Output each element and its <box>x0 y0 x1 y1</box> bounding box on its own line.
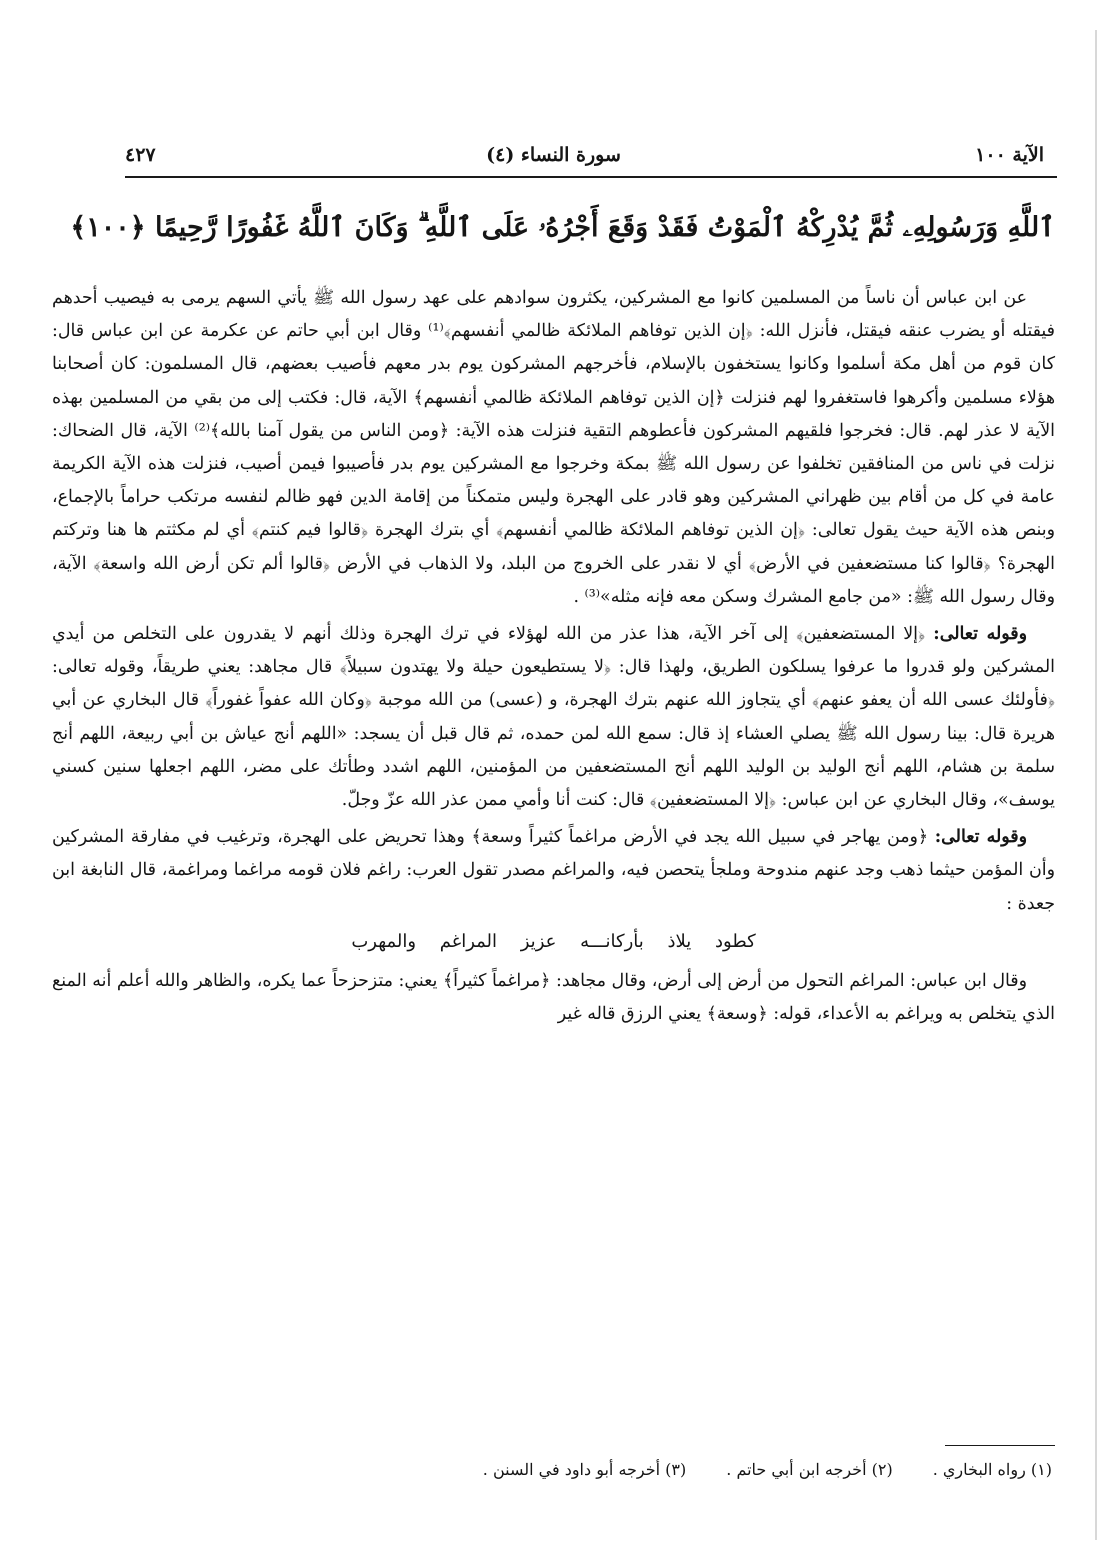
paragraph-1: عن ابن عباس أن ناساً من المسلمين كانوا مع المشركين، يكثرون سوادهم على عهد رسول الله ﷺ يأتي السهم يرمى به فيصيب أحدهم فيقتله أو يضرب عنقه فيقتل، فأنزل الله: ﴿إن الذين توفاهم الملائكة ظالمي أنفسهم﴾⁽¹⁾ وقال ابن أبي حاتم عن عكرمة عن ابن عباس قال: كان قوم من أهل مكة أسلموا وكانوا يستخفون بالإسلام، فأخرجهم المشركون يوم بدر معهم فأصيب بعضهم، قال المسلمون: كان أصحابنا هؤلاء مسلمين وأكرهوا فاستغفروا لهم فنزلت ﴿إن الذين توفاهم الملائكة ظالمي أنفسهم﴾ الآية، قال: فكتب إلى من بقي من المسلمين بهذه الآية لا عذر لهم. قال: فخرجوا فلقيهم المشركون فأعطوهم التقية فنزلت هذه الآية: ﴿ومن الناس من يقول آمنا بالله﴾⁽²⁾ الآية، قال الضحاك: نزلت في ناس من المنافقين تخلفوا عن رسول الله ﷺ بمكة وخرجوا مع المشركين يوم بدر فأصيبوا فيمن أصيب، فنزلت هذه الآية الكريمة عامة في كل من أقام بين ظهراني المشركين وهو قادر على الهجرة وليس متمكناً من إقامة الدين فهو ظالم لنفسه مرتكب حراماً بالإجماع، وبنص هذه الآية حيث يقول تعالى: ﴿إن الذين توفاهم الملائكة ظالمي أنفسهم﴾ أي بترك الهجرة ﴿قالوا فيم كنتم﴾ أي لم مكثتم ها هنا وتركتم الهجرة؟ ﴿قالوا كنا مستضعفين في الأرض﴾ أي لا نقدر على الخروج من البلد، ولا الذهاب في الأرض ﴿قالوا ألم تكن أرض الله واسعة﴾ الآية، وقال رسول الله ﷺ: «من جامع المشرك وسكن معه فإنه مثله»⁽³⁾ . <box>52 288 1056 607</box>
page-header <box>125 140 1044 176</box>
quran-verse: ٱللَّهِ وَرَسُولِهِۦ ثُمَّ يُدْرِكْهُ ٱلْمَوْتُ فَقَدْ وَقَعَ أَجْرُهُۥ عَلَى ٱللَّهِ ۗ وَكَانَ ٱللَّهُ غَفُورًا رَّحِيمًا ﴿١٠٠﴾ <box>70 212 1055 243</box>
paragraph-4: وقال ابن عباس: المراغم التحول من أرض إلى أرض، وقال مجاهد: ﴿مراغماً كثيراً﴾ يعني: متزحزحاً عما يكره، والظاهر والله أعلم أنه المنع الذي يتخلص به ويراغم به الأعداء، قوله: ﴿وسعة﴾ يعني الرزق قاله غير <box>52 970 1055 1025</box>
paragraph-2: وقوله تعالى: ﴿إلا المستضعفين﴾ إلى آخر الآية، هذا عذر من الله لهؤلاء في ترك الهجرة وذلك أنهم لا يقدرون على التخلص من أيدي المشركين ولو قدروا ما عرفوا يسلكون الطريق، ولهذا قال: ﴿لا يستطيعون حيلة ولا يهتدون سبيلاً﴾ قال مجاهد: يعني طريقاً، وقوله تعالى: ﴿فأولئك عسى الله أن يعفو عنهم﴾ أي يتجاوز الله عنهم بترك الهجرة، و (عسى) من الله موجبة ﴿وكان الله عفواً غفوراً﴾ قال البخاري عن أبي هريرة قال: بينا رسول الله ﷺ يصلي العشاء إذ قال: سمع الله لمن حمده، ثم قال قبل أن يسجد: «اللهم أنج عياش بن أبي ربيعة، اللهم أنج سلمة بن هشام، اللهم أنج الوليد بن الوليد اللهم أنج المستضعفين من المؤمنين، اللهم اشدد وطأتك على مضر، اللهم اجعلها سنين كسني يوسف»، وقال البخاري عن ابن عباس: ﴿إلا المستضعفين﴾ قال: كنت أنا وأمي ممن عذر الله عزّ وجلّ. <box>52 624 1055 811</box>
page-number: ٤٢٧ <box>125 144 156 166</box>
footnotes <box>300 1460 1052 1479</box>
main-text <box>52 282 1055 1035</box>
surah-title: (٤) سورة النساء <box>486 144 621 166</box>
page-edge <box>1095 30 1097 1540</box>
paragraph-3: وقوله تعالى: ﴿ومن يهاجر في سبيل الله يجد في الأرض مراغماً كثيراً وسعة﴾ وهذا تحريض على الهجرة، وترغيب في مفارقة المشركين وأن المؤمن حيثما ذهب وجد عنهم مندوحة وملجأ يتحصن فيه، والمراغم مصدر تقول العرب: راغم فلان قومه مراغما ومراغمة، قال النابغة ابن جعدة : <box>52 827 1055 914</box>
ayah-reference: الآية ١٠٠ <box>975 144 1044 166</box>
footnote-1: (١) رواه البخاري . <box>932 1460 1052 1479</box>
footnote-2: (٢) أخرجه ابن أبي حاتم . <box>726 1460 893 1479</box>
footnote-rule <box>945 1445 1055 1446</box>
footnote-3: (٣) أخرجه أبو داود في السنن . <box>482 1460 687 1479</box>
header-rule <box>125 176 1057 178</box>
poem-line: كطود يلاذ بأركانـــه عزيز المراغم والمهرب <box>351 930 756 952</box>
